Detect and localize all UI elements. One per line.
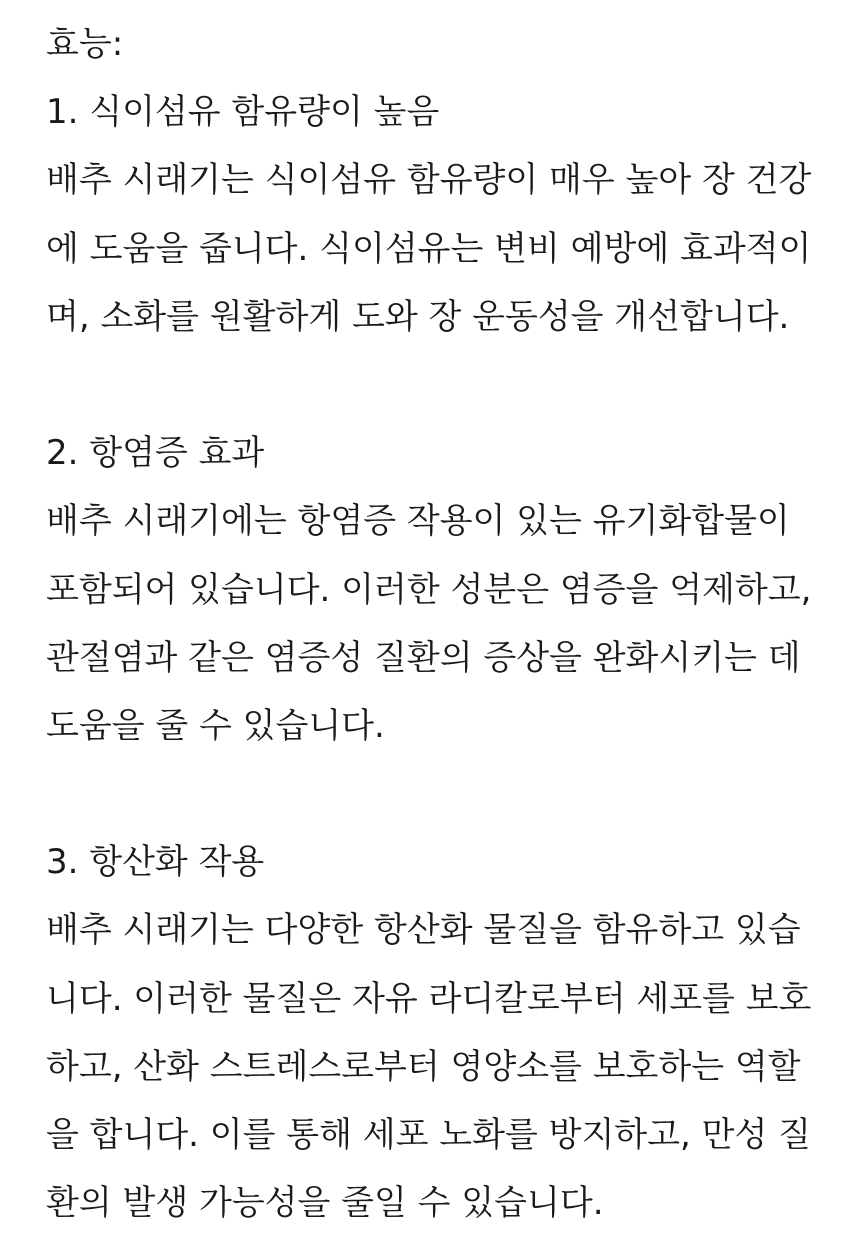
section-text-line: 관절염과 같은 염증성 질환의 증상을 완화시키는 데 bbox=[46, 637, 801, 678]
section-text-line: 하고, 산화 스트레스로부터 영양소를 보호하는 역할 bbox=[46, 1046, 801, 1087]
section-text-line: 포함되어 있습니다. 이러한 성분은 염증을 억제하고, bbox=[46, 569, 812, 610]
section-title: 1. 식이섬유 함유량이 높음 bbox=[46, 92, 440, 133]
section-text-line: 니다. 이러한 물질은 자유 라디칼로부터 세포를 보호 bbox=[46, 978, 812, 1019]
section-text-line: 을 합니다. 이를 통해 세포 노화를 방지하고, 만성 질 bbox=[46, 1115, 811, 1155]
paragraph-gap bbox=[46, 760, 846, 828]
section-text-line: 배추 시래기는 식이섬유 함유량이 매우 높아 장 건강 bbox=[46, 160, 812, 201]
section-text-line: 며, 소화를 원활하게 도와 장 운동성을 개선합니다. bbox=[46, 296, 790, 337]
section-text-line: 배추 시래기는 다양한 항산화 물질을 함유하고 있습 bbox=[46, 910, 801, 951]
section-text-line: 에 도움을 줍니다. 식이섬유는 변비 예방에 효과적이 bbox=[46, 228, 812, 269]
section-title: 2. 항염증 효과 bbox=[46, 433, 265, 474]
document-body bbox=[46, 10, 846, 1237]
section-text-line: 도움을 줄 수 있습니다. bbox=[46, 705, 385, 746]
section-title: 3. 항산화 작용 bbox=[46, 842, 265, 883]
document-heading: 효능: bbox=[46, 24, 124, 64]
paragraph-gap bbox=[46, 351, 846, 419]
section-text-line: 환의 발생 가능성을 줄일 수 있습니다. bbox=[46, 1183, 604, 1224]
section-text-line: 배추 시래기에는 항염증 작용이 있는 유기화합물이 bbox=[46, 501, 790, 542]
